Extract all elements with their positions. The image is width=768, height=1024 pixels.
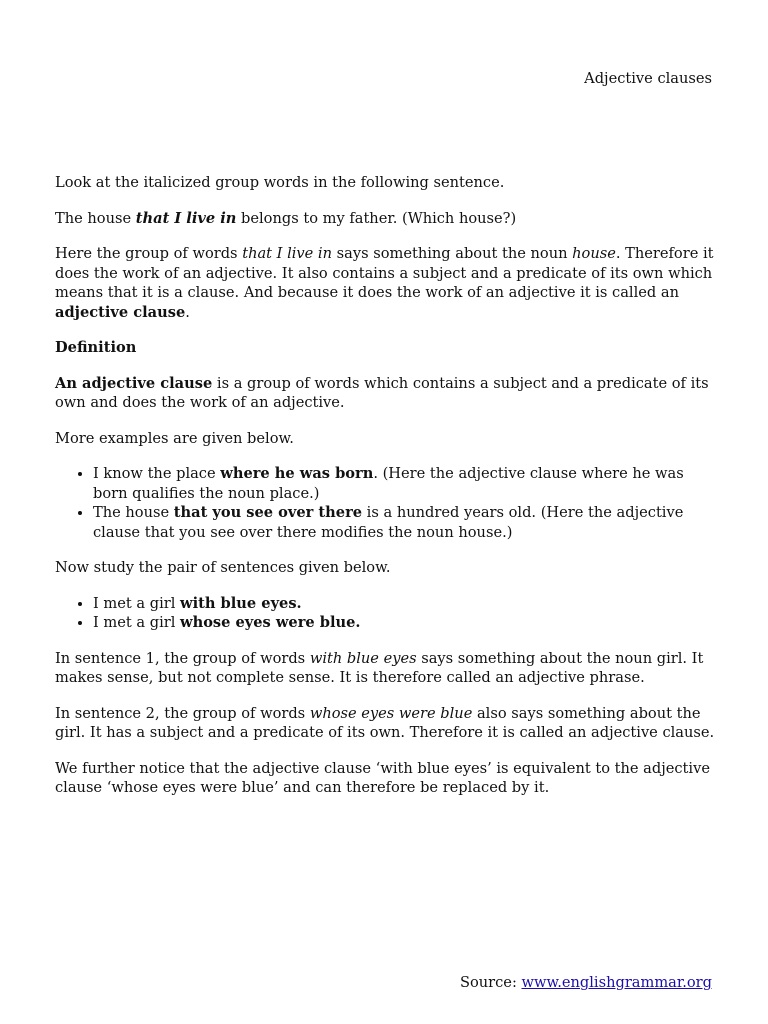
source-link[interactable]: www.englishgrammar.org bbox=[521, 974, 712, 991]
source-footer bbox=[460, 974, 712, 992]
list-item-text: The house bbox=[93, 504, 174, 521]
sentence1-text: In sentence 1, the group of words bbox=[55, 649, 310, 667]
list-item bbox=[93, 613, 715, 633]
example-sentence bbox=[55, 209, 715, 229]
source-label: Source: bbox=[459, 974, 522, 991]
list-item bbox=[93, 594, 715, 614]
pair-intro: Now study the pair of sentences given below. bbox=[55, 559, 391, 576]
intro-paragraph: Look at the italicized group words in the following sentence. bbox=[55, 174, 505, 191]
list-item-text: is a hundred years old. (Here the adjective clause that you see over there modifies the noun house.) bbox=[93, 504, 684, 541]
explanation-text: says something about the noun bbox=[332, 245, 573, 262]
explanation-italic-phrase: that I live in bbox=[242, 245, 332, 262]
example-text-after: belongs to my father. (Which house?) bbox=[236, 209, 517, 227]
page-header-title: Adjective clauses bbox=[584, 70, 712, 87]
sentence1-text: says something about the noun girl. It makes sense, but not complete sense. It is therefore called an adjective phrase. bbox=[55, 649, 704, 686]
explanation-text: . bbox=[185, 303, 190, 321]
example-text-before: The house bbox=[55, 209, 136, 227]
explanation-text: . Therefore it does the work of an adjective. It also contains a subject and a predicate of its own which means that it is a clause. And because it does the work of an adjective it is called an bbox=[55, 245, 714, 301]
list-item-bold: that you see over there bbox=[173, 504, 363, 521]
list-item bbox=[93, 503, 715, 542]
more-examples-list bbox=[55, 464, 715, 542]
explanation-paragraph bbox=[55, 244, 715, 322]
list-item-text: I know the place bbox=[93, 465, 221, 482]
explanation-bold-term: adjective clause bbox=[55, 303, 186, 321]
definition-term: An adjective clause bbox=[55, 374, 213, 392]
definition-paragraph bbox=[55, 374, 715, 413]
example-italic-phrase: that I live in bbox=[135, 209, 237, 227]
list-item-text: I met a girl bbox=[93, 614, 181, 631]
sentence2-paragraph bbox=[55, 704, 715, 743]
sentence2-text: In sentence 2, the group of words bbox=[55, 704, 310, 722]
explanation-italic-noun: house bbox=[572, 245, 616, 262]
list-item-bold: whose eyes were blue. bbox=[180, 614, 361, 631]
sentence2-italic-phrase: whose eyes were blue bbox=[309, 704, 473, 722]
pair-list bbox=[55, 594, 715, 633]
definition-text: is a group of words which contains a subject and a predicate of its own and does the work of an adjective. bbox=[55, 374, 709, 411]
definition-heading bbox=[55, 338, 715, 358]
list-item-text: I met a girl bbox=[93, 594, 181, 612]
list-item-bold: where he was born bbox=[220, 465, 374, 482]
sentence1-paragraph bbox=[55, 649, 715, 688]
list-item bbox=[93, 464, 715, 503]
definition-heading-text: Definition bbox=[55, 339, 137, 356]
explanation-text: Here the group of words bbox=[55, 245, 243, 262]
sentence2-text: also says something about the girl. It has a subject and a predicate of its own. Therefore it is called an adjective clause. bbox=[55, 704, 715, 741]
sentence1-italic-phrase: with blue eyes bbox=[309, 649, 417, 667]
conclusion-paragraph: We further notice that the adjective clause ‘with blue eyes’ is equivalent to the adjective clause ‘whose eyes were blue’ and can therefore be replaced by it. bbox=[55, 759, 710, 796]
more-examples-intro: More examples are given below. bbox=[55, 429, 294, 447]
list-item-bold: with blue eyes. bbox=[180, 594, 302, 612]
list-item-text: . (Here the adjective clause where he was born qualifies the noun place.) bbox=[93, 465, 684, 502]
document-body bbox=[55, 173, 715, 814]
